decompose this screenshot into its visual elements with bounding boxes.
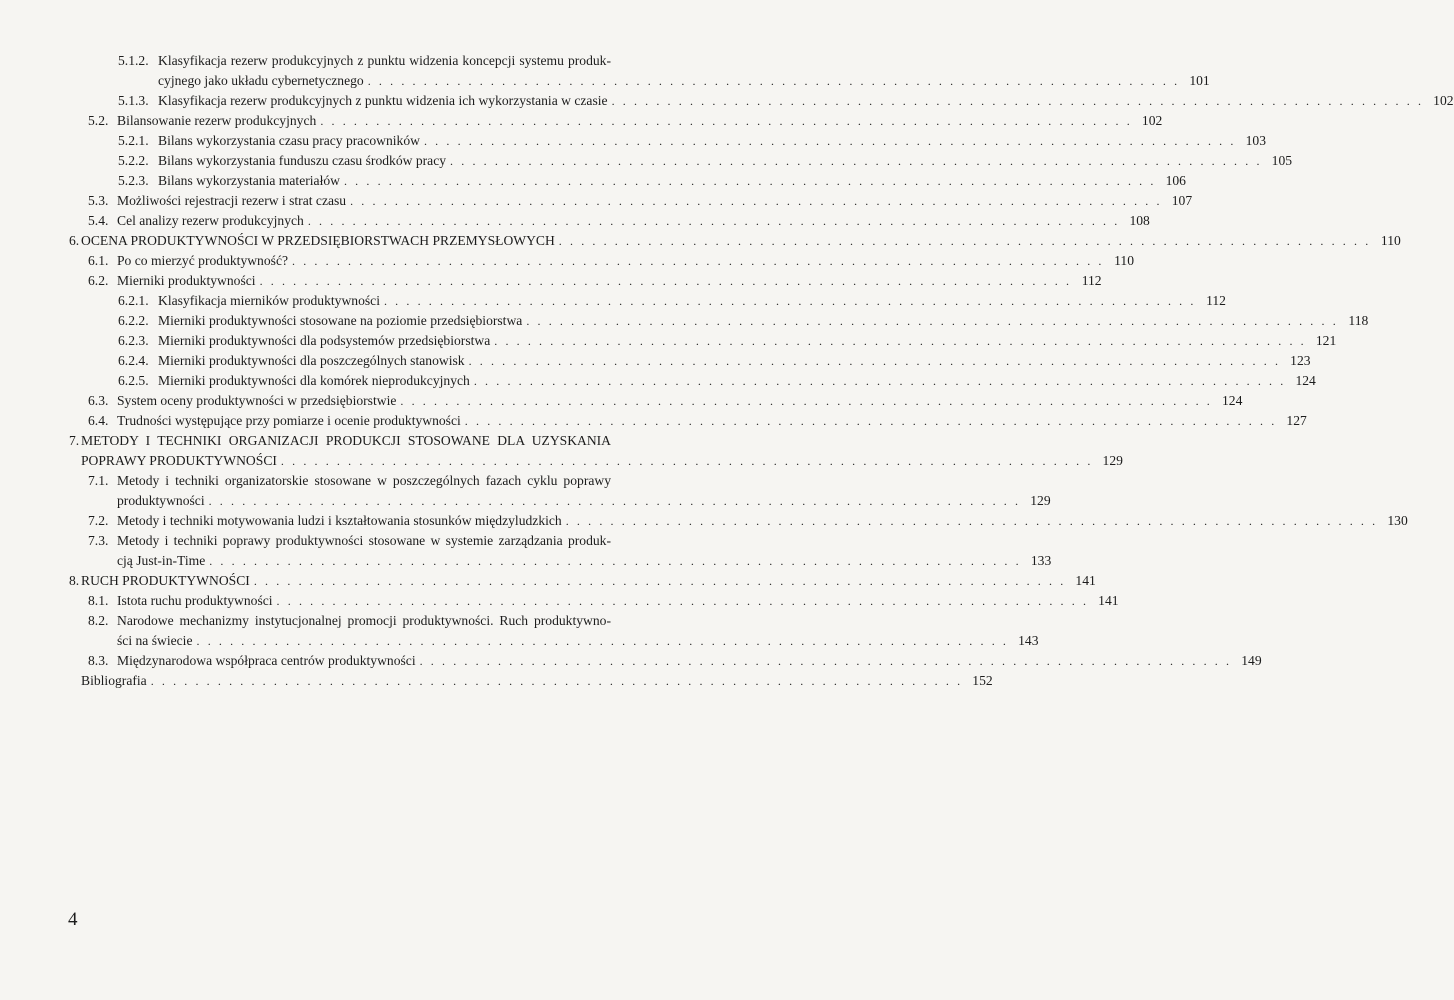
toc-entry-page: 108 [1129,213,1150,228]
toc-entry-page: 133 [1030,553,1052,568]
toc-entry-number: 6.1. [88,253,109,268]
toc-entry-page: 118 [1348,313,1369,328]
toc-entry-number: 6.2.1. [118,293,149,308]
toc-entry-number: 6.2.5. [118,373,149,388]
toc-leader-dots: . . . . . . . . . . . . . . . . . . . . . . . . . . . . . . . . . . . . . . . . . . . . . . . . . . . . . . . . . . . . . . . . . . . . . . . . . [473,374,1286,388]
toc-leader-dots: . . . . . . . . . . . . . . . . . . . . . . . . . . . . . . . . . . . . . . . . . . . . . . . . . . . . . . . . . . . . . . . . . . . . . . . . . [196,634,1009,648]
toc-leader-dots: . . . . . . . . . . . . . . . . . . . . . . . . . . . . . . . . . . . . . . . . . . . . . . . . . . . . . . . . . . . . . . . . . . . . . . . . . [383,294,1196,308]
toc-entry-page: 130 [1387,513,1408,528]
toc-entry-number: 7.2. [88,513,109,528]
toc-entry-title: Istota ruchu produktywności [117,593,273,608]
toc-entry [88,511,1408,531]
toc-leader-dots: . . . . . . . . . . . . . . . . . . . . . . . . . . . . . . . . . . . . . . . . . . . . . . . . . . . . . . . . . . . . . . . . . . . . . . . . . [209,554,1022,568]
toc-leader-dots: . . . . . . . . . . . . . . . . . . . . . . . . . . . . . . . . . . . . . . . . . . . . . . . . . . . . . . . . . . . . . . . . . . . . . . . . . [419,654,1232,668]
toc-leader-dots: . . . . . . . . . . . . . . . . . . . . . . . . . . . . . . . . . . . . . . . . . . . . . . . . . . . . . . . . . . . . . . . . . . . . . . . . . [468,354,1281,368]
toc-entry-page: 101 [1189,73,1210,88]
toc-entry [88,411,1307,431]
toc-entry-title: OCENA PRODUKTYWNOŚCI W PRZEDSIĘBIORSTWACH PRZEMYSŁOWYCH [81,233,555,248]
toc-entry-number: 7.1. [88,473,109,488]
toc-entry-page: 124 [1222,393,1243,408]
toc-leader-dots: . . . . . . . . . . . . . . . . . . . . . . . . . . . . . . . . . . . . . . . . . . . . . . . . . . . . . . . . . . . . . . . . . . . . . . . . . [307,214,1120,228]
toc-entry-title: Bibliografia [81,673,147,688]
toc-entry-number: 5.3. [88,193,109,208]
toc-entry [88,211,1150,231]
toc-entry [69,431,611,451]
toc-entry-continuation [69,451,1123,471]
toc-leader-dots: . . . . . . . . . . . . . . . . . . . . . . . . . . . . . . . . . . . . . . . . . . . . . . . . . . . . . . . . . . . . . . . . . . . . . . . . . [253,574,1066,588]
toc-entry-title: Mierniki produktywności dla podsystemów przedsiębiorstwa [158,333,491,348]
toc-entry [118,91,1454,111]
toc-entry [88,191,1193,211]
toc-entry [88,591,1119,611]
toc-entry-continuation [88,631,1039,651]
toc-entry [88,611,611,631]
toc-entry [118,291,1226,311]
toc-entry-title: Możliwości rejestracji rezerw i strat czasu [117,193,347,208]
toc-entry [118,371,1316,391]
toc-entry-title: System oceny produktywności w przedsiębiorstwie [117,393,397,408]
toc-entry [88,471,611,491]
toc-leader-dots: . . . . . . . . . . . . . . . . . . . . . . . . . . . . . . . . . . . . . . . . . . . . . . . . . . . . . . . . . . . . . . . . . . . . . . . . . [280,454,1093,468]
toc-entry-number: 5.2.1. [118,133,149,148]
toc-entry-page: 102 [1141,113,1163,128]
toc-leader-dots: . . . . . . . . . . . . . . . . . . . . . . . . . . . . . . . . . . . . . . . . . . . . . . . . . . . . . . . . . . . . . . . . . . . . . . . . . [400,394,1213,408]
toc-entry [88,271,1102,291]
toc-entry [69,571,1096,591]
toc-entry-number: 5.2.2. [118,153,149,168]
toc-entry [88,111,1163,131]
toc-entry-title: Bilansowanie rezerw produkcyjnych [117,113,317,128]
toc-entry [69,231,1401,251]
toc-leader-dots: . . . . . . . . . . . . . . . . . . . . . . . . . . . . . . . . . . . . . . . . . . . . . . . . . . . . . . . . . . . . . . . . . . . . . . . . . [276,594,1089,608]
toc-leader-dots: . . . . . . . . . . . . . . . . . . . . . . . . . . . . . . . . . . . . . . . . . . . . . . . . . . . . . . . . . . . . . . . . . . . . . . . . . [526,314,1339,328]
toc-entry-number: 6.2.2. [118,313,149,328]
toc-leader-dots: . . . . . . . . . . . . . . . . . . . . . . . . . . . . . . . . . . . . . . . . . . . . . . . . . . . . . . . . . . . . . . . . . . . . . . . . . [494,334,1307,348]
toc-entry-title: Metody i techniki poprawy produktywności stosowane w systemie zarządzania produk- [117,533,611,548]
toc-entry-page: 102 [1433,93,1454,108]
toc-entry-page: 105 [1271,153,1293,168]
toc-entry [88,251,1135,271]
toc-leader-dots: . . . . . . . . . . . . . . . . . . . . . . . . . . . . . . . . . . . . . . . . . . . . . . . . . . . . . . . . . . . . . . . . . . . . . . . . . [558,234,1371,248]
toc-entry-continuation [118,71,1210,91]
toc-entry-page: 143 [1018,633,1039,648]
toc-entry [88,531,611,551]
toc-entry-title: Klasyfikacja rezerw produkcyjnych z punktu widzenia koncepcji systemu produk- [158,53,611,68]
toc-entry [118,331,1337,351]
toc-entry [88,651,1262,671]
toc-entry-number: 6. [69,233,80,248]
toc-entry-title-continued: POPRAWY PRODUKTYWNOŚCI [81,453,277,468]
toc-leader-dots: . . . . . . . . . . . . . . . . . . . . . . . . . . . . . . . . . . . . . . . . . . . . . . . . . . . . . . . . . . . . . . . . . . . . . . . . . [343,174,1156,188]
toc-entry-title-continued: cyjnego jako układu cybernetycznego [158,73,364,88]
toc-entry-number: 6.4. [88,413,109,428]
toc-entry-title: METODY I TECHNIKI ORGANIZACJI PRODUKCJI STOSOWANE DLA UZYSKANIA [81,433,611,448]
toc-entry-title: Metody i techniki motywowania ludzi i kształtowania stosunków międzyludzkich [117,513,562,528]
toc-entry-number: 8.1. [88,593,109,608]
toc-entry-continuation [88,551,1052,571]
toc-entry-page: 123 [1290,353,1311,368]
toc-entry-page: 141 [1098,593,1119,608]
toc-entry-title: Bilans wykorzystania czasu pracy pracowników [158,133,420,148]
toc-entry-page: 121 [1315,333,1337,348]
toc-entry-title: Klasyfikacja mierników produktywności [158,293,380,308]
toc-entry-page: 107 [1171,193,1193,208]
toc-entry-page: 112 [1081,273,1102,288]
toc-entry-number: 8. [69,573,80,588]
toc-entry-title: Cel analizy rezerw produkcyjnych [117,213,304,228]
toc-leader-dots: . . . . . . . . . . . . . . . . . . . . . . . . . . . . . . . . . . . . . . . . . . . . . . . . . . . . . . . . . . . . . . . . . . . . . . . . . [565,514,1378,528]
toc-entry-title: Po co mierzyć produktywność? [117,253,289,268]
toc-entry-title: Trudności występujące przy pomiarze i ocenie produktywności [117,413,461,428]
toc-entry-title: Narodowe mechanizmy instytucjonalnej promocji produktywności. Ruch produktywno- [117,613,611,628]
toc-entry-number: 6.3. [88,393,109,408]
toc-entry-page: 124 [1295,373,1316,388]
toc-entry-number: 5.4. [88,213,109,228]
toc-entry [118,51,611,71]
toc-entry-page: 106 [1165,173,1186,188]
toc-entry-page: 149 [1241,653,1262,668]
toc-entry-page: 110 [1114,253,1135,268]
toc-entry [118,131,1266,151]
toc-entry [88,391,1243,411]
toc-leader-dots: . . . . . . . . . . . . . . . . . . . . . . . . . . . . . . . . . . . . . . . . . . . . . . . . . . . . . . . . . . . . . . . . . . . . . . . . . [208,494,1021,508]
toc-entry [118,171,1186,191]
toc-entry-title: Bilans wykorzystania funduszu czasu środków pracy [158,153,447,168]
toc-entry-title: Metody i techniki organizatorskie stosowane w poszczególnych fazach cyklu poprawy [117,473,611,488]
toc-entry-title: RUCH PRODUKTYWNOŚCI [81,573,250,588]
toc-entry-title-continued: produktywności [117,493,205,508]
toc-leader-dots: . . . . . . . . . . . . . . . . . . . . . . . . . . . . . . . . . . . . . . . . . . . . . . . . . . . . . . . . . . . . . . . . . . . . . . . . . [423,134,1236,148]
toc-entry-page: 152 [972,673,993,688]
toc-entry-page: 110 [1380,233,1401,248]
toc-entry-title: Mierniki produktywności dla poszczególnych stanowisk [158,353,465,368]
toc-leader-dots: . . . . . . . . . . . . . . . . . . . . . . . . . . . . . . . . . . . . . . . . . . . . . . . . . . . . . . . . . . . . . . . . . . . . . . . . . [259,274,1072,288]
toc-entry-title: Międzynarodowa współpraca centrów produktywności [117,653,416,668]
toc-entry-page: 127 [1286,413,1307,428]
toc-entry-number: 5.1.2. [118,53,149,68]
toc-entry-number: 5.2. [88,113,109,128]
toc-entry-number: 7.3. [88,533,109,548]
toc-entry [69,671,993,691]
toc-entry-page: 141 [1075,573,1096,588]
toc-entry-continuation [88,491,1051,511]
toc-entry-title: Mierniki produktywności stosowane na poziomie przedsiębiorstwa [158,313,523,328]
toc-entry-page: 112 [1206,293,1226,308]
toc-leader-dots: . . . . . . . . . . . . . . . . . . . . . . . . . . . . . . . . . . . . . . . . . . . . . . . . . . . . . . . . . . . . . . . . . . . . . . . . . [611,94,1424,108]
toc-leader-dots: . . . . . . . . . . . . . . . . . . . . . . . . . . . . . . . . . . . . . . . . . . . . . . . . . . . . . . . . . . . . . . . . . . . . . . . . . [464,414,1277,428]
toc-entry-number: 6.2.3. [118,333,149,348]
toc-entry-number: 7. [69,433,80,448]
toc-entry-number: 6.2.4. [118,353,149,368]
toc-entry [118,311,1369,331]
toc-leader-dots: . . . . . . . . . . . . . . . . . . . . . . . . . . . . . . . . . . . . . . . . . . . . . . . . . . . . . . . . . . . . . . . . . . . . . . . . . [367,74,1180,88]
toc-leader-dots: . . . . . . . . . . . . . . . . . . . . . . . . . . . . . . . . . . . . . . . . . . . . . . . . . . . . . . . . . . . . . . . . . . . . . . . . . [150,674,963,688]
toc-entry-title: Mierniki produktywności dla komórek nieprodukcyjnych [158,373,470,388]
toc-entry-title: Bilans wykorzystania materiałów [158,173,340,188]
page-number: 4 [68,909,78,930]
toc-entry-title: Klasyfikacja rezerw produkcyjnych z punktu widzenia ich wykorzystania w czasie [158,93,608,108]
toc-entry-title-continued: ści na świecie [117,633,193,648]
toc-entry-title-continued: cją Just-in-Time [117,553,206,568]
toc-entry-number: 8.3. [88,653,109,668]
toc-entry-number: 5.1.3. [118,93,149,108]
toc-entry-page: 129 [1102,453,1123,468]
toc-entry-page: 129 [1030,493,1051,508]
toc-leader-dots: . . . . . . . . . . . . . . . . . . . . . . . . . . . . . . . . . . . . . . . . . . . . . . . . . . . . . . . . . . . . . . . . . . . . . . . . . [292,254,1105,268]
toc-leader-dots: . . . . . . . . . . . . . . . . . . . . . . . . . . . . . . . . . . . . . . . . . . . . . . . . . . . . . . . . . . . . . . . . . . . . . . . . . [350,194,1163,208]
toc-entry [118,151,1293,171]
toc-entry [118,351,1311,371]
toc-entry-number: 5.2.3. [118,173,149,188]
toc-leader-dots: . . . . . . . . . . . . . . . . . . . . . . . . . . . . . . . . . . . . . . . . . . . . . . . . . . . . . . . . . . . . . . . . . . . . . . . . . [320,114,1133,128]
toc-entry-number: 8.2. [88,613,109,628]
toc-entry-title: Mierniki produktywności [117,273,256,288]
toc-entry-number: 6.2. [88,273,109,288]
toc-leader-dots: . . . . . . . . . . . . . . . . . . . . . . . . . . . . . . . . . . . . . . . . . . . . . . . . . . . . . . . . . . . . . . . . . . . . . . . . . [450,154,1263,168]
toc-entry-page: 103 [1245,133,1266,148]
